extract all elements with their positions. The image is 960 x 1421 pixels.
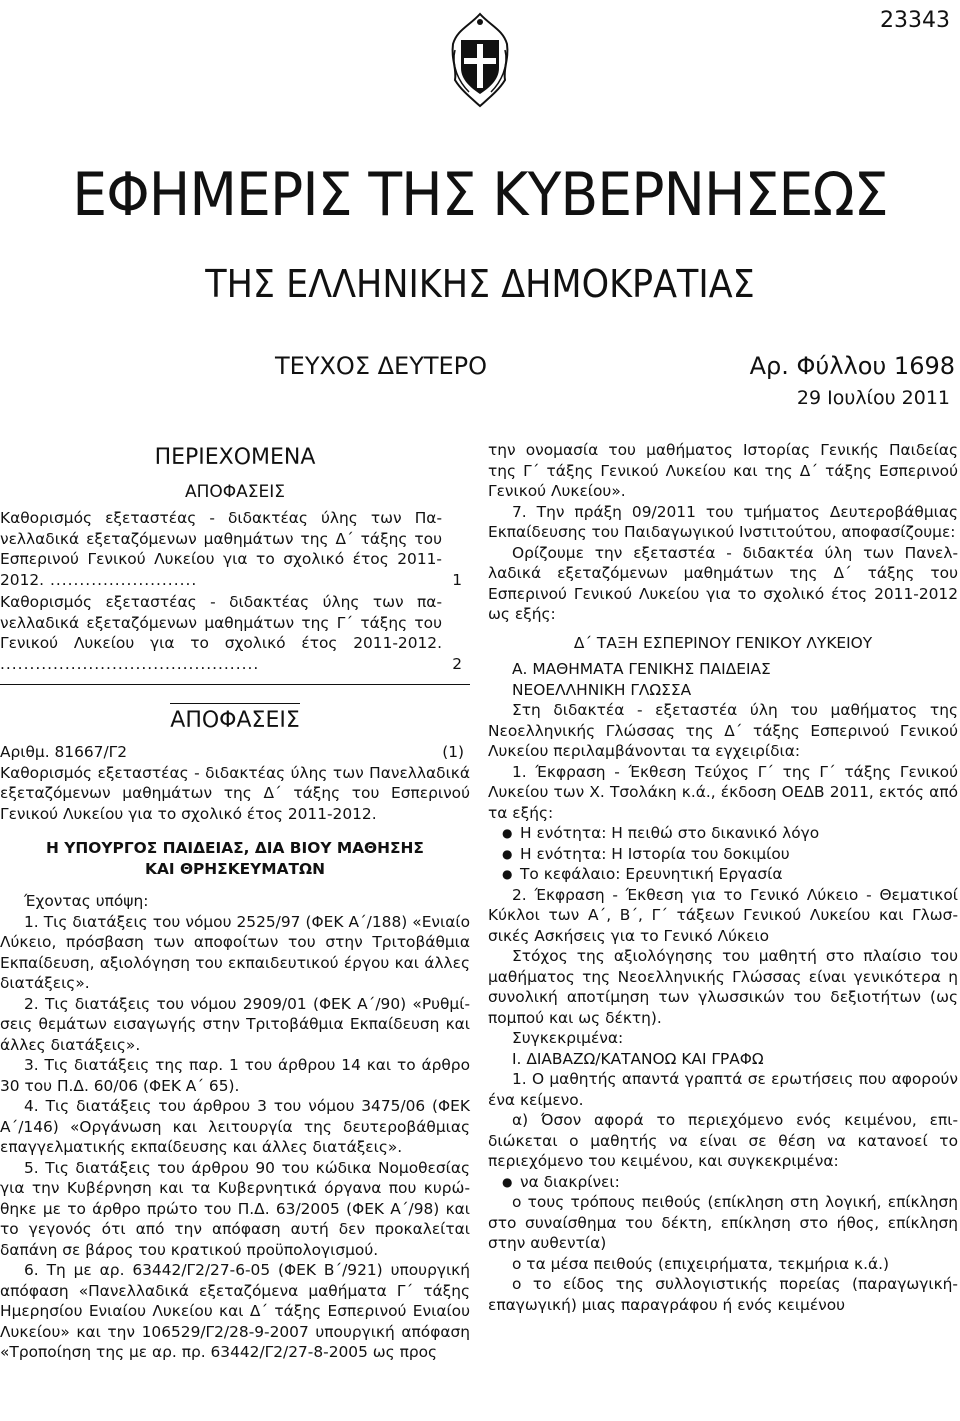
left-column	[0, 440, 470, 1363]
assessment-goal: Στόχος της αξιολόγησης του μαθητή στο πλαίσιο του μαθήματος της Νεοελληνικής Γλώσσας είναι γενικότερα η συνολική αποτίμηση των γλωσσικών του δεξιοτήτων (ως πομπού και ως δέκτη).	[488, 947, 958, 1027]
issue-date: 29 Ιουλίου 2011	[796, 387, 950, 409]
class-heading: Δ΄ ΤΑΞΗ ΕΣΠΕΡΙΝΟΥ ΓΕΝΙΚΟΥ ΛΥΚΕΙΟΥ	[573, 633, 873, 652]
decision-ref-row	[0, 742, 470, 763]
decision-subject: Καθορισμός εξεταστέας - διδακτέας ύλης των Πανελλαδικά εξεταζόμενων μαθημάτων της Δ΄ τάξης του Εσπερινού Γενικού Λυκείου για το σχολικό έτος 2011-2012.	[0, 763, 470, 823]
toc-title: ΠΕΡΙΕΧΟΜΕΝΑ	[154, 445, 316, 470]
legal-paragraph: 7. Την πράξη 09/2011 του τμήματος Δευτεροβάθμιας Εκπαίδευσης του Παιδαγωγικού Ινστιτούτου, αποφασίζουμε:	[488, 502, 958, 541]
section-heading: Ι. ΔΙΑΒΑΖΩ/ΚΑΤΑΝΟΩ ΚΑΙ ΓΡΑΦΩ	[512, 1049, 764, 1068]
toc-item-page: 2	[452, 654, 462, 673]
legal-paragraph: 3. Τις διατάξεις της παρ. 1 του άρθρου 14 και το άρθρο 30 του Π.Δ. 60/06 (ΦΕΚ Α΄ 65).	[0, 1056, 470, 1095]
exclusions-list	[488, 823, 958, 885]
legal-paragraph: 1. Τις διατάξεις του νόμου 2525/97 (ΦΕΚ Α΄/188) «Ενιαίο Λύκειο, πρόσβαση των αποφοίτων του στην Τριτοβάθμια Εκπαίδευση, αξιολόγηση του εκπαιδευτικού έργου και άλλες διατάξεις».	[0, 912, 470, 992]
right-column	[488, 440, 958, 1315]
masthead-subtitle: ΤΗΣ ΕΛΛΗΝΙΚΗΣ ΔΗΜΟΚΡΑΤΙΑΣ	[205, 262, 755, 306]
decision-authority: Η ΥΠΟΥΡΓΟΣ ΠΑΙΔΕΙΑΣ, ΔΙΑ ΒΙΟΥ ΜΑΘΗΣΗΣ ΚΑΙ ΘΡΗΣΚΕΥΜΑΤΩΝ	[46, 839, 424, 878]
legal-paragraph: 4. Τις διατάξεις του άρθρου 3 του νόμου 3475/06 (ΦΕΚ Α΄/146) «Οργάνωση και λειτουργία της δευτεροβάθμιας επαγγελματικής εκπαίδευσης και άλλες διατάξεις».	[0, 1097, 470, 1156]
decisions-heading: ΑΠΟΦΑΣΕΙΣ	[170, 703, 299, 734]
toc-item: Καθορισμός εξεταστέας - διδακτέας ύλης των πανελλαδικά εξεταζόμενων μαθημάτων της Γ΄ τάξης του Γενικού Λυκείου για το σχολικό έτος 2011-2012. ............................................ 2	[0, 593, 462, 673]
section-paragraph: 1. Ο μαθητής απαντά γραπτά σε ερωτήσεις που αφορούν ένα κείμενο.	[488, 1070, 958, 1109]
toc-item: Καθορισμός εξεταστέας - διδακτέας ύλης των Πανελλαδικά εξεταζόμενων μαθημάτων της Δ΄ τάξης του Εσπερινού Γενικού Λυκείου για το σχολικό έτος 2011-2012. ......................... 1	[0, 509, 462, 589]
sheet-number: Αρ. Φύλλου 1698	[749, 352, 955, 380]
subject-group-heading: Α. ΜΑΘΗΜΑΤΑ ΓΕΝΙΚΗΣ ΠΑΙΔΕΙΑΣ	[512, 660, 771, 678]
legal-paragraph: 5. Τις διατάξεις του άρθρου 90 του κώδικα Νομοθεσίας για την Κυβέρνηση και τα Κυβερνητικά όργανα που κυρώθηκε με το άρθρο πρώτο του Π.Δ. 63/2005 (ΦΕΚ Α΄/98) και το γεγονός ότι από την απόφαση αυτή δεν προκαλείται δαπάνη σε βάρος του κρατικού προϋπολογισμού.	[0, 1158, 470, 1259]
sub-item: ο τα μέσα πειθούς (επιχειρήματα, τεκμήρια κ.ά.)	[512, 1254, 890, 1273]
page-number: 23343	[880, 8, 950, 33]
decisions-heading-wrap	[0, 693, 470, 740]
divider	[0, 684, 470, 685]
list-item: ● Η ενότητα: Η πειθώ στο δικανικό λόγο	[502, 823, 958, 844]
syllabus-item: 2. Έκφραση - Έκθεση για το Γενικό Λύκειο - Θεματικοί Κύκλοι των Α΄, Β΄, Γ΄ τάξεων Γενικού Λυκείου και Γλωσσικές Ασκήσεις για το Γενικό Λύκειο	[488, 885, 958, 945]
greek-coat-of-arms-icon	[447, 10, 513, 110]
decision-statement: Ορίζουμε την εξεταστέα - διδακτέα ύλη των Πανελλαδικά εξεταζόμενων μαθημάτων της Δ΄ τάξης του Εσπερινού Γενικού Λυκείου για το σχολικό έτος 2011-2012 ως εξής:	[488, 543, 958, 623]
decision-ref-index: (1)	[442, 743, 464, 761]
syllabus-intro: Στη διδακτέα - εξεταστέα ύλη του μαθήματος της Νεοελληνικής Γλώσσας της Δ΄ τάξης Εσπερινού Γενικού Λυκείου περιλαμβάνονται τα εγχειρίδια:	[488, 701, 958, 760]
considering-label: Έχοντας υπόψη:	[24, 892, 149, 910]
list-item: ● Η ενότητα: Η Ιστορία του δοκιμίου	[502, 844, 958, 865]
sub-item: ο το είδος της συλλογιστικής πορείας (παραγωγική-επαγωγική) μιας παραγράφου ή ενός κειμένου	[488, 1275, 958, 1314]
section-paragraph: α) Όσον αφορά το περιεχόμενο ενός κειμένου, επιδιώκεται ο μαθητής να είναι σε θέση να κατανοεί το περιεχόμενο του κειμένου, και συγκεκριμένα:	[488, 1111, 958, 1170]
sub-item: ο τους τρόπους πειθούς (επίκληση στη λογική, επίκληση στο συναίσθημα του δέκτη, επίκληση στο ήθος, επίκληση στην αυθεντία)	[488, 1193, 958, 1252]
decision-ref-number: Αριθμ. 81667/Γ2	[0, 743, 128, 761]
issue-series: ΤΕΥΧΟΣ ΔΕΥΤΕΡΟ	[275, 352, 488, 380]
toc-item-text: Καθορισμός εξεταστέας - διδακτέας ύλης των Πανελλαδικά εξεταζόμενων μαθημάτων της Δ΄ τάξης του Εσπερινού Γενικού Λυκείου για το σχολικό έτος 2011-2012.	[0, 509, 442, 589]
subject-name-heading: ΝΕΟΕΛΛΗΝΙΚΗ ΓΛΩΣΣΑ	[512, 680, 692, 699]
legal-paragraph: 2. Τις διατάξεις του νόμου 2909/01 (ΦΕΚ Α΄/90) «Ρυθμίσεις θεμάτων εισαγωγής στην Τριτοβάθμια Εκπαίδευση και άλλες διατάξεις».	[0, 994, 470, 1054]
masthead-title: ΕΦΗΜΕΡΙΣ ΤΗΣ ΚΥΒΕΡΝΗΣΕΩΣ	[72, 160, 888, 230]
toc-item-page: 1	[452, 570, 462, 589]
list-item: ● να διακρίνει:	[502, 1172, 958, 1193]
continued-paragraph: την ονομασία του μαθήματος Ιστορίας Γενικής Παιδείας της Γ΄ τάξης Γενικού Λυκείου και της Δ΄ τάξης Εσπερινού Γενικού Λυκείου».	[488, 441, 958, 500]
list-item: ● Το κεφάλαιο: Ερευνητική Εργασία	[502, 864, 958, 885]
toc-item-text: Καθορισμός εξεταστέας - διδακτέας ύλης των πανελλαδικά εξεταζόμενων μαθημάτων της Γ΄ τάξης του Γενικού Λυκείου για το σχολικό έτος 2011-2012.	[0, 593, 442, 652]
specifically-label: Συγκεκριμένα:	[512, 1029, 624, 1047]
legal-paragraph: 6. Τη με αρ. 63442/Γ2/27-6-05 (ΦΕΚ Β΄/921) υπουργική απόφαση «Πανελλαδικά εξεταζόμενα μαθήματα Γ΄ τάξης Ημερησίου Ενιαίου Λυκείου και Δ΄ τάξης Εσπερινού Ενιαίου Λυκείου» και την 106529/Γ2/28-9-2007 υπουργική απόφαση «Τροποίηση της με αρ. πρ. 63442/Γ2/27-8-2005 ως προς	[0, 1261, 470, 1361]
skills-list	[488, 1172, 958, 1193]
toc-section: ΑΠΟΦΑΣΕΙΣ	[184, 482, 286, 502]
syllabus-item: 1. Έκφραση - Έκθεση Τεύχος Γ΄ της Γ΄ τάξης Γενικού Λυκείου των Χ. Τσολάκη κ.ά., έκδοση ΟΕΔΒ 2011, εκτός από τα εξής:	[488, 762, 958, 822]
